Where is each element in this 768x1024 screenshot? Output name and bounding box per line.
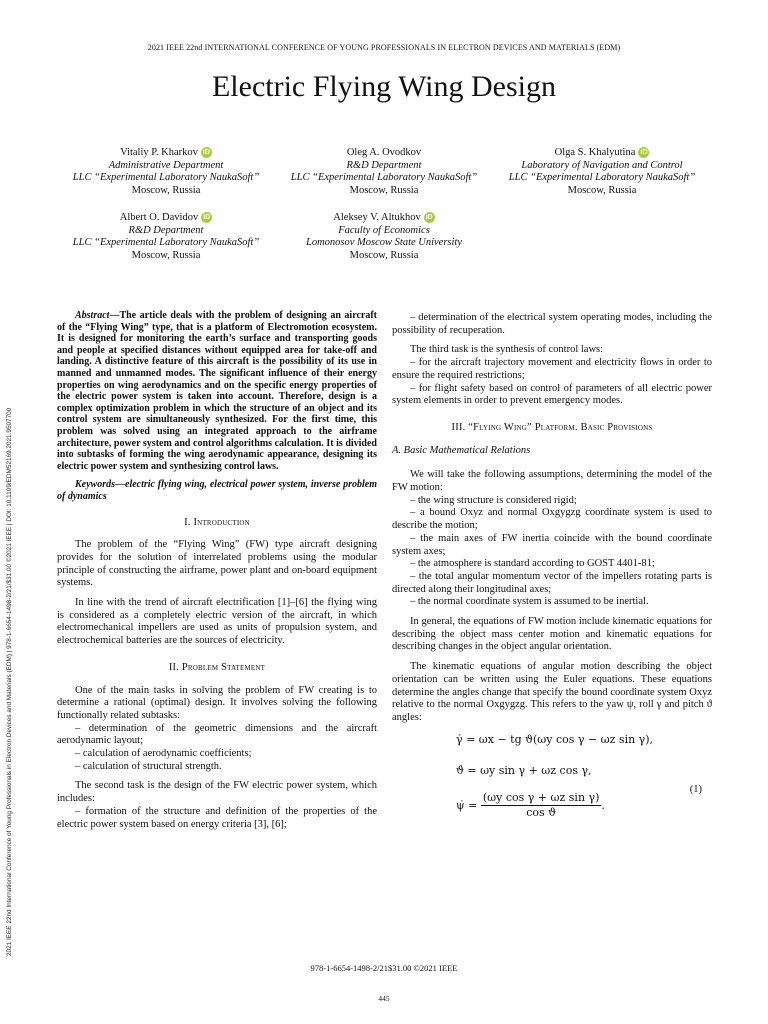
doi-sidebar: 2021 IEEE 22nd International Conference of Young Professionals in Electron Devices and Materials (EDM) | 978-1-6654-1498-2/21/$31.00 ©2021 IEEE | DOI: 10.1109/EDM52169.2021.9507700	[6, 407, 13, 956]
list-item: – the wing structure is considered rigid;	[410, 494, 577, 506]
paragraph: The second task is the design of the FW electric power system, which includes:	[57, 780, 377, 805]
list-item: – determination of the geometric dimensions and the aircraft aerodynamic layout;	[57, 722, 377, 747]
author-name: Olga S. Khalyutina	[554, 147, 636, 158]
section-heading: II. Problem Statement	[168, 661, 266, 673]
author-block	[46, 147, 286, 197]
right-column	[392, 312, 712, 842]
author-org: LLC “Experimental Laboratory NaukaSoft”	[290, 172, 478, 183]
orcid-icon[interactable]: iD	[203, 214, 211, 221]
paragraph: In general, the equations of FW motion include kinematic equations for describing the object mass center motion and kinematic equations for describing changes in the object angular orientation.	[392, 616, 712, 653]
author-block	[46, 212, 286, 262]
list-item: – for the aircraft trajectory movement and electricity flows in order to ensure the required restrictions;	[392, 357, 712, 381]
paragraph: The problem of the “Flying Wing” (FW) type aircraft designing provides for the solution of interrelated problems using the modular principle of constructing the airframe, power plant and on-board equipment systems.	[57, 539, 377, 589]
keywords: Keywords—electric flying wing, electrical power system, inverse problem of dynamics	[57, 479, 377, 502]
abstract-text: —The article deals with the problem of designing an aircraft of the “Flying Wing” type, that is a platform of Electromotion ecosystem. It is designed for monitoring the earth’s surface and transporting goods and people at specified distances without equipped area for take-off and landing. A distinctive feature of this aircraft is the possibility of its use in manned and unmanned modes. The significant influence of their energy properties on wing aerodynamics and on the specific energy properties of the electric power system is taken into account. Therefore, design is a complex optimization problem in which the structure of an object and its control system are simultaneously synthesized. For the first time, this problem was solved using an integrated approach to the airframe architecture, power system and control algorithms calculation. It is divided into subtasks of forming the wing aerodynamic appearance, designing its electric power system and synthesizing control laws.	[57, 310, 377, 472]
author-name: Oleg A. Ovodkov	[346, 147, 422, 158]
equation-theta: ϑ̇ = ωy sin γ + ωz cos γ,	[456, 763, 592, 777]
author-dept: R&D Department	[346, 159, 422, 171]
abstract	[57, 310, 377, 472]
author-org: LLC “Experimental Laboratory NaukaSoft”	[72, 172, 260, 183]
orcid-icon[interactable]: iD	[202, 149, 210, 156]
paragraph: We will take the following assumptions, determining the model of the FW motion:	[392, 469, 712, 494]
list-item: – the atmosphere is standard according to GOST 4401-81;	[410, 558, 655, 570]
equation-number: (1)	[689, 783, 702, 795]
author-name: Vitaliy P. Kharkov	[120, 147, 198, 158]
section-heading: I. Introduction	[184, 516, 250, 528]
author-org: LLC “Experimental Laboratory NaukaSoft”	[508, 172, 696, 183]
copyright-footer: 978-1-6654-1498-2/21$31.00 ©2021 IEEE	[310, 963, 458, 973]
list-item: – determination of the electrical system operating modes, including the possibility of recuperation.	[392, 312, 712, 336]
paragraph: One of the main tasks in solving the problem of FW creating is to determine a rational (optimal) design. It involves solving the following functionally related subtasks:	[57, 684, 377, 721]
author-city: Moscow, Russia	[349, 249, 419, 261]
author-org: Lomonosov Moscow State University	[305, 237, 463, 248]
author-name: Aleksey V. Altukhov	[333, 212, 421, 223]
author-block	[482, 147, 722, 197]
author-org: LLC “Experimental Laboratory NaukaSoft”	[72, 237, 260, 248]
fraction-numerator: (ωy cos γ + ωz sin γ)	[481, 792, 602, 807]
author-city: Moscow, Russia	[131, 249, 201, 261]
author-name: Albert O. Davidov	[119, 212, 199, 223]
equation-block	[392, 732, 712, 842]
paragraph: The third task is the synthesis of control laws:	[410, 344, 604, 356]
author-dept: R&D Department	[128, 224, 204, 236]
equation-psi-lhs: ψ̇ =	[456, 798, 478, 812]
equation-psi-tail: .	[601, 798, 605, 812]
equation-psi	[456, 792, 605, 820]
author-block	[264, 212, 504, 262]
list-item: – calculation of structural strength.	[75, 760, 222, 772]
equation-gamma: γ̇ = ωx − tg ϑ(ωy cos γ − ωz sin γ),	[456, 732, 654, 746]
list-item: – the main axes of FW inertia coincide with the bound coordinate system axes;	[392, 532, 712, 557]
author-city: Moscow, Russia	[567, 184, 637, 196]
subsection-heading: A. Basic Mathematical Relations	[392, 444, 531, 456]
paper-title: Electric Flying Wing Design	[211, 70, 557, 103]
list-item: – for flight safety based on control of parameters of all electric power system elements in order to prevent emergency modes.	[392, 382, 712, 407]
list-item: – the total angular momentum vector of the impellers rotating parts is directed along their longitudinal axes;	[392, 570, 712, 595]
list-item: – the normal coordinate system is assumed to be inertial.	[410, 596, 649, 608]
author-city: Moscow, Russia	[131, 184, 201, 196]
section-heading: III. “Flying Wing” Platform. Basic Provisions	[451, 421, 653, 433]
page-number: 445	[378, 994, 390, 1003]
orcid-icon[interactable]: iD	[425, 214, 433, 221]
list-item: – a bound Oxyz and normal Oxgygzg coordinate system is used to describe the motion;	[392, 507, 712, 532]
fraction	[481, 792, 602, 820]
author-dept: Laboratory of Navigation and Control	[521, 159, 683, 171]
author-dept: Administrative Department	[108, 159, 224, 171]
fraction-denominator: cos ϑ	[526, 806, 557, 820]
author-dept: Faculty of Economics	[338, 224, 430, 236]
list-item: – calculation of aerodynamic coefficients;	[75, 748, 252, 760]
paragraph: The kinematic equations of angular motion describing the object orientation can be written using the Euler equations. These equations determine the angles change that specify the bound coordinate system Oxyz relative to the normal Oxgygzg. This refers to the yaw ψ, roll γ and pitch ϑ angles:	[392, 661, 712, 723]
left-column	[57, 310, 377, 831]
author-city: Moscow, Russia	[349, 184, 419, 196]
abstract-lead: Abstract	[75, 310, 110, 321]
orcid-icon[interactable]: iD	[640, 149, 648, 156]
list-item: – formation of the structure and definition of the properties of the electric power system based on energy criteria [3], [6];	[57, 805, 377, 830]
author-block	[264, 147, 504, 197]
paragraph: In line with the trend of aircraft electrification [1]–[6] the flying wing is considered as a completely electric version of the aircraft, in which electromechanical impellers are used as units of propulsion system, and electrochemical batteries are the sources of electricity.	[57, 597, 377, 647]
conference-header: 2021 IEEE 22nd INTERNATIONAL CONFERENCE OF YOUNG PROFESSIONALS IN ELECTRON DEVICES AND MATERIALS (EDM)	[147, 43, 621, 52]
